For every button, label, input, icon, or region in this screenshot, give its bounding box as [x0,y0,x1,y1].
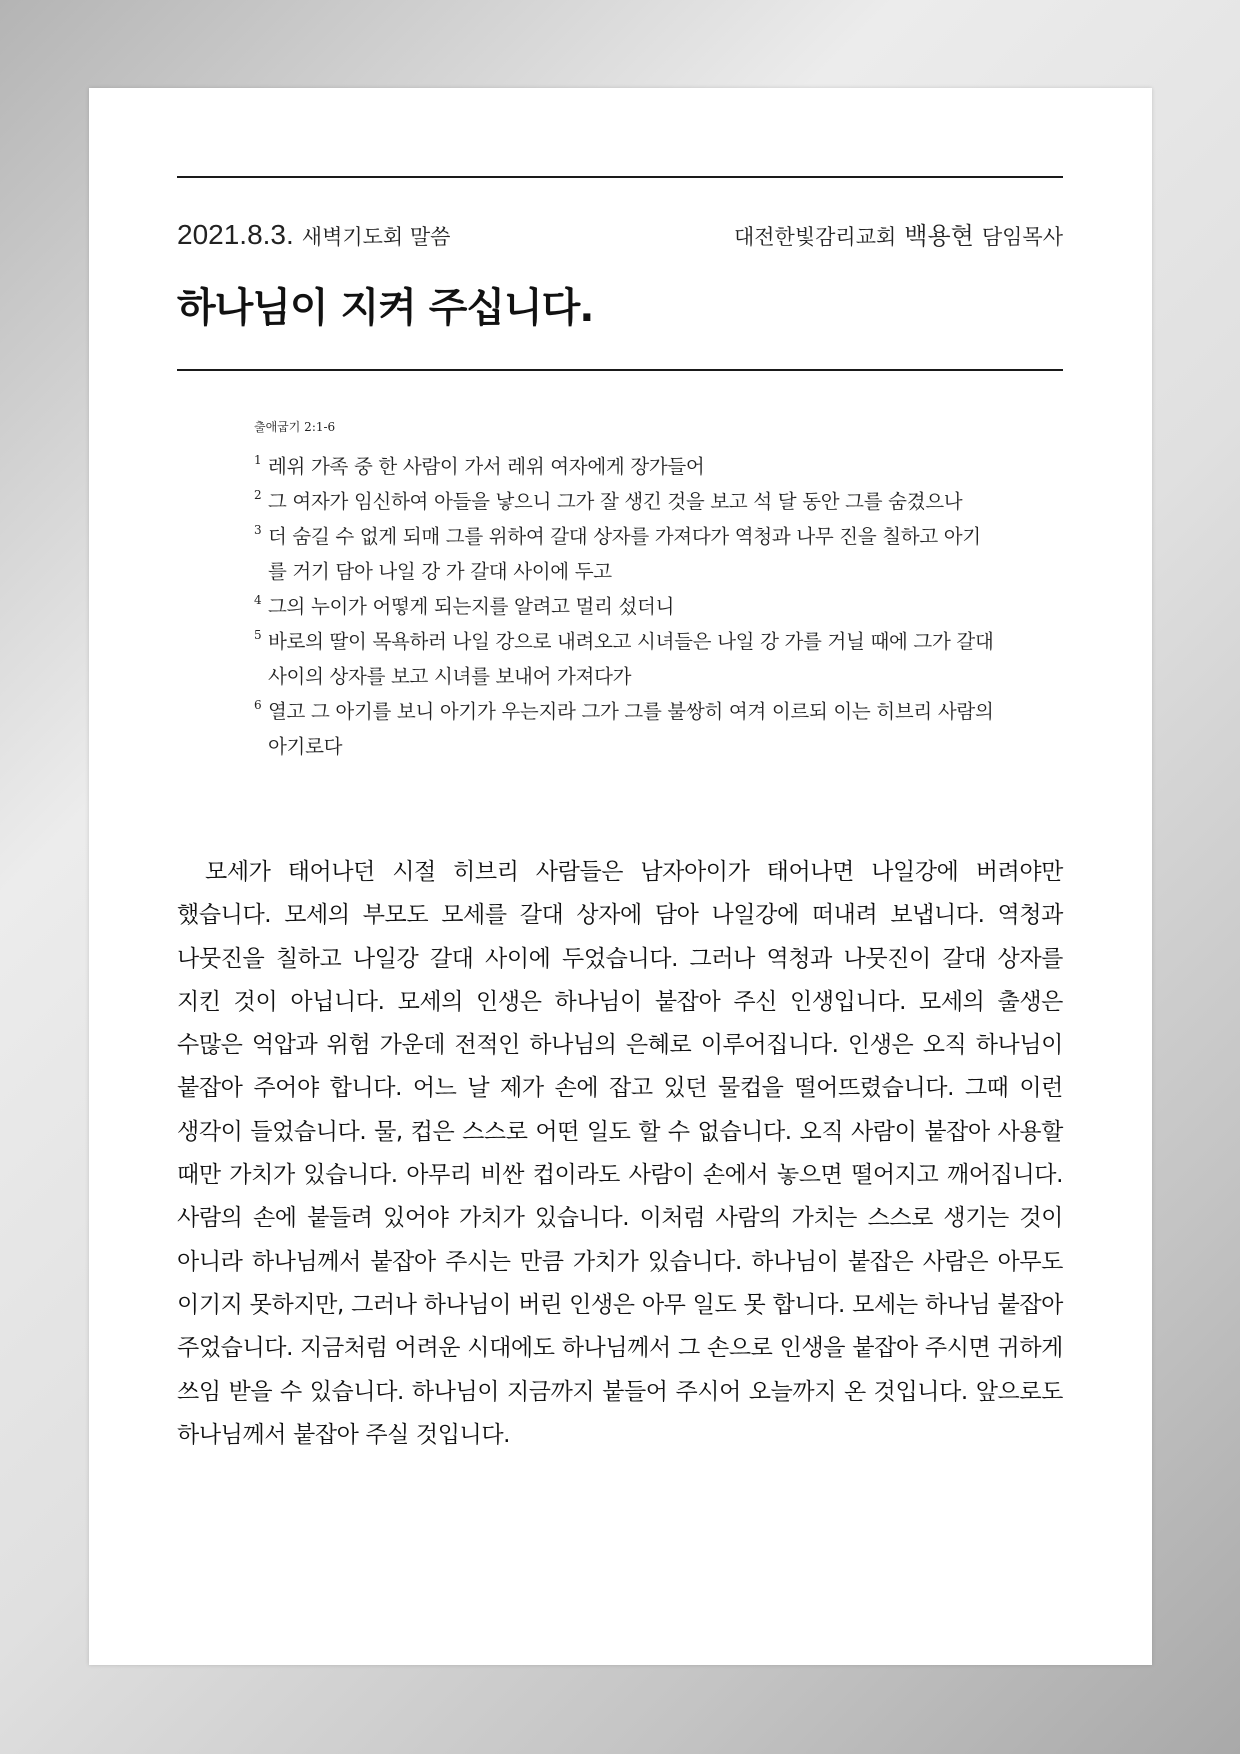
verse [254,624,994,694]
scripture-passage [254,418,994,764]
verse [254,519,994,589]
verse-text: 바로의 딸이 목욕하러 나일 강으로 내려오고 시녀들은 나일 강 가를 거닐 때에 그가 갈대 사이의 상자를 보고 시녀를 보내어 가져다가 [268,630,994,688]
verse-text: 레위 가족 중 한 사람이 가서 레위 여자에게 장가들어 [268,455,705,478]
sermon-date: 2021.8.3. [177,219,294,250]
scripture-reference: 출애굽기 2:1-6 [254,420,336,434]
verse-number: 5 [254,628,262,642]
verse-text: 열고 그 아기를 보니 아기가 우는지라 그가 그를 불쌍히 여겨 이르되 이는 히브리 사람의 아기로다 [268,700,994,758]
verse-number: 3 [254,523,262,537]
church-name: 대전한빛감리교회 [733,225,897,249]
verse [254,484,994,519]
service-name: 새벽기도회 말씀 [301,225,451,249]
pastor-name: 백용현 [904,222,974,250]
verse-text: 그의 누이가 어떻게 되는지를 알려고 멀리 섰더니 [268,595,675,618]
verse [254,449,994,484]
verse-text: 그 여자가 임신하여 아들을 낳으니 그가 잘 생긴 것을 보고 석 달 동안 그를 숨겼으나 [268,490,963,513]
title-bottom-rule [177,369,1063,371]
verse-number: 6 [254,698,262,712]
verse [254,694,994,764]
top-rule [177,176,1063,178]
verse [254,589,994,624]
sermon-title: 하나님이 지켜 주십니다. [177,285,594,331]
verse-number: 1 [254,453,262,467]
document-page [89,88,1152,1665]
header-right [734,216,1063,251]
header-left [177,219,450,251]
document-header [177,216,1063,256]
verse-number: 2 [254,488,262,502]
verse-text: 더 숨길 수 없게 되매 그를 위하여 갈대 상자를 가져다가 역청과 나무 진을 칠하고 아기를 거기 담아 나일 강 가 갈대 사이에 두고 [268,525,981,583]
pastor-title: 담임목사 [981,225,1063,249]
verse-number: 4 [254,593,262,607]
sermon-body: 모세가 태어나던 시절 히브리 사람들은 남자아이가 태어나면 나일강에 버려야만 했습니다. 모세의 부모도 모세를 갈대 상자에 담아 나일강에 떠내려 보냅니다. 역청과 나뭇진을 칠하고 나일강 갈대 사이에 두었습니다. 그러나 역청과 나뭇진이 갈대 상자를 지킨 것이 아닙니다. 모세의 인생은 하나님이 붙잡아 주신 인생입니다. 모세의 출생은 수많은 억압과 위험 가운데 전적인 하나님의 은혜로 이루어집니다. 인생은 오직 하나님이 붙잡아 주어야 합니다. 어느 날 제가 손에 잡고 있던 물컵을 떨어뜨렸습니다. 그때 이런 생각이 들었습니다. 물, 컵은 스스로 어떤 일도 할 수 없습니다. 오직 사람이 붙잡아 사용할 때만 가치가 있습니다. 아무리 비싼 컵이라도 사람이 손에서 놓으면 떨어지고 깨어집니다. 사람의 손에 붙들려 있어야 가치가 있습니다. 이처럼 사람의 가치는 스스로 생기는 것이 아니라 하나님께서 붙잡아 주시는 만큼 가치가 있습니다. 하나님이 붙잡은 사람은 아무도 이기지 못하지만, 그러나 하나님이 버린 인생은 아무 일도 못 합니다. 모세는 하나님 붙잡아 주었습니다. 지금처럼 어려운 시대에도 하나님께서 그 손으로 인생을 붙잡아 주시면 귀하게 쓰임 받을 수 있습니다. 하나님이 지금까지 붙들어 주시어 오늘까지 온 것입니다. 앞으로도 하나님께서 붙잡아 주실 것입니다. [177,859,1063,1448]
verse-list [254,449,994,764]
